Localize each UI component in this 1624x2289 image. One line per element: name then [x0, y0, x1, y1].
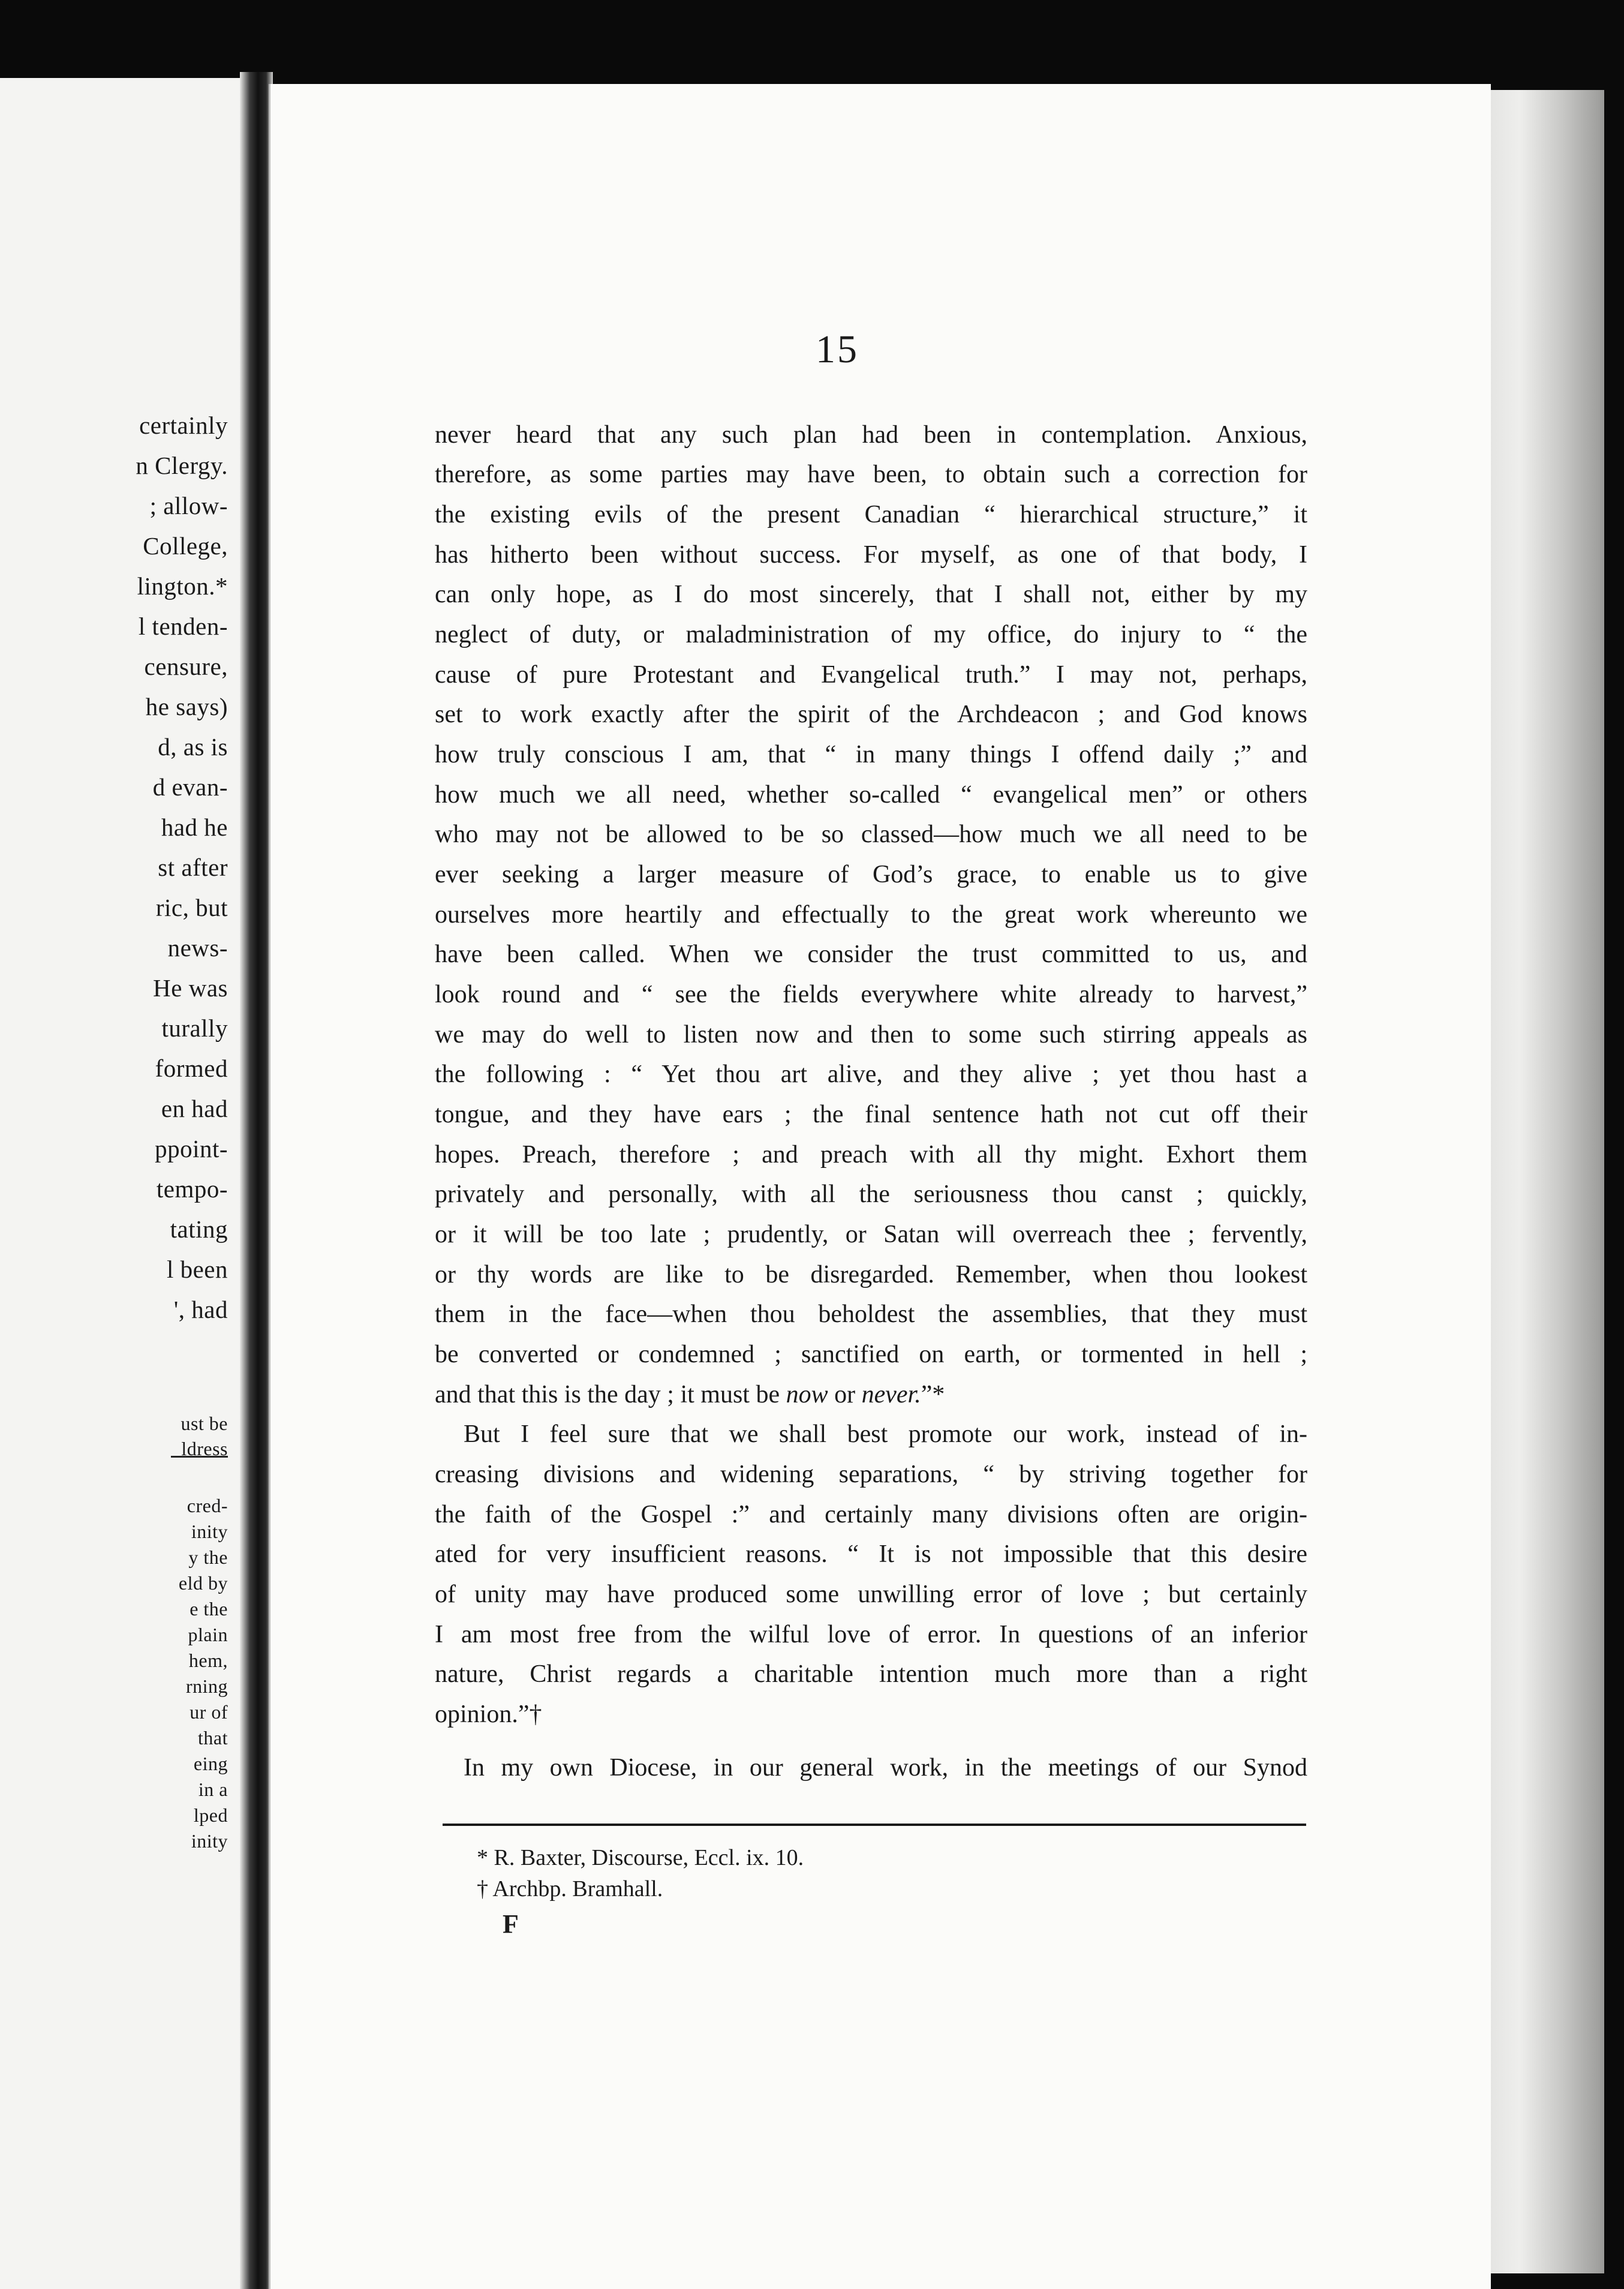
book-gutter: [240, 72, 273, 2289]
facing-note-line: rning: [185, 1675, 228, 1697]
text-line: who may not be allowed to be so classed—how much we all need to be: [435, 821, 1307, 848]
text-line: [435, 1377, 1307, 1413]
facing-line: ', had: [173, 1296, 228, 1323]
facing-note-line: cred-: [187, 1495, 228, 1516]
text-line: ourselves more heartily and effectually to the great work whereunto we: [435, 901, 1307, 929]
facing-note-line: plain: [188, 1624, 228, 1645]
facing-note-line: that: [198, 1727, 228, 1749]
text-line: the faith of the Gospel :” and certainly many divisions often are origin-: [435, 1501, 1307, 1528]
text-line: look round and “ see the fields everywhere white already to harvest,”: [435, 981, 1307, 1008]
emphasis-never: never.: [861, 1381, 921, 1408]
facing-note-line: ur of: [190, 1701, 228, 1723]
text-line: opinion.”†: [435, 1701, 542, 1728]
text-line: therefore, as some parties may have been, to obtain such a correction for: [435, 461, 1307, 488]
facing-note-line: ust be: [181, 1413, 228, 1434]
text-line: tongue, and they have ears ; the final sentence hath not cut off their: [435, 1101, 1307, 1128]
text-line: But I feel sure that we shall best promote our work, instead of in-: [464, 1420, 1307, 1448]
facing-line: d, as is: [158, 733, 228, 761]
facing-note-line: inity: [191, 1521, 228, 1542]
text-line: we may do well to listen now and then to some such stirring appeals as: [435, 1021, 1307, 1049]
facing-line: certainly: [139, 411, 228, 439]
facing-line: He was: [153, 974, 228, 1002]
text-line: never heard that any such plan had been in contemplation. Anxious,: [435, 421, 1307, 449]
text-line: how truly conscious I am, that “ in many things I offend daily ;” and: [435, 741, 1307, 768]
text-line: have been called. When we consider the trust committed to us, and: [435, 941, 1307, 968]
facing-note-line: in a: [198, 1779, 228, 1800]
text-line: hopes. Preach, therefore ; and preach with all thy might. Exhort them: [435, 1141, 1307, 1168]
facing-line: ; allow-: [149, 492, 228, 519]
text-line: the following : “ Yet thou art alive, and they alive ; yet thou hast a: [435, 1061, 1307, 1088]
facing-line: tempo-: [156, 1175, 228, 1203]
facing-line: turally: [161, 1014, 228, 1042]
text-line: or thy words are like to be disregarded. Remember, when thou lookest: [435, 1261, 1307, 1288]
facing-line: he says): [145, 693, 228, 720]
facing-line: College,: [143, 532, 228, 560]
facing-line: ric, but: [155, 894, 228, 921]
facing-note-line: eing: [193, 1753, 228, 1774]
signature-mark: F: [503, 1909, 519, 1939]
facing-line: en had: [161, 1095, 228, 1122]
facing-line: st after: [158, 854, 228, 881]
text-line: creasing divisions and widening separations, “ by striving together for: [435, 1461, 1307, 1488]
facing-note-line: inity: [191, 1830, 228, 1852]
text-fragment: and that this is the day ; it must be: [435, 1381, 786, 1408]
text-line: neglect of duty, or maladministration of my office, do injury to “ the: [435, 621, 1307, 648]
text-line: has hitherto been without success. For myself, as one of that body, I: [435, 541, 1307, 569]
text-line: ated for very insufficient reasons. “ It is not impossible that this desire: [435, 1540, 1307, 1568]
facing-line: l been: [166, 1255, 228, 1283]
text-line: I am most free from the wilful love of error. In questions of an inferior: [435, 1621, 1307, 1648]
text-line: privately and personally, with all the seriousness thou canst ; quickly,: [435, 1180, 1307, 1208]
facing-note-line: eld by: [178, 1572, 228, 1594]
text-line: them in the face—when thou beholdest the assemblies, that they must: [435, 1300, 1307, 1328]
footnote-rule: [443, 1824, 1306, 1826]
footnote: * R. Baxter, Discourse, Eccl. ix. 10.: [477, 1845, 804, 1870]
facing-line: d evan-: [152, 773, 228, 801]
facing-line: censure,: [144, 653, 228, 680]
page-number: 15: [816, 328, 859, 371]
text-line: In my own Diocese, in our general work, in the meetings of our Synod: [464, 1754, 1307, 1782]
emphasis-now: now: [786, 1381, 828, 1408]
facing-line: tating: [170, 1215, 228, 1243]
text-line: of unity may have produced some unwilling error of love ; but certainly: [435, 1581, 1307, 1608]
facing-note-line: lped: [193, 1804, 228, 1826]
text-fragment: or: [828, 1381, 862, 1408]
footnote: † Archbp. Bramhall.: [477, 1876, 663, 1902]
facing-note-line: e the: [190, 1598, 228, 1620]
text-line: or it will be too late ; prudently, or Satan will overreach thee ; fervently,: [435, 1221, 1307, 1248]
facing-line: lington.*: [137, 572, 228, 600]
text-line: can only hope, as I do most sincerely, that I shall not, either by my: [435, 581, 1307, 608]
text-line: be converted or condemned ; sanctified on earth, or tormented in hell ;: [435, 1341, 1307, 1368]
facing-line: n Clergy.: [136, 452, 228, 479]
text-line: ever seeking a larger measure of God’s grace, to enable us to give: [435, 861, 1307, 888]
facing-note-line: ldress: [181, 1438, 228, 1459]
text-line: cause of pure Protestant and Evangelical truth.” I may not, perhaps,: [435, 661, 1307, 689]
text-line: nature, Christ regards a charitable intention much more than a right: [435, 1660, 1307, 1688]
facing-line: had he: [161, 813, 228, 841]
facing-line: news-: [167, 934, 228, 962]
facing-page-left: [0, 78, 249, 2289]
text-line: how much we all need, whether so-called “ evangelical men” or others: [435, 781, 1307, 809]
facing-note-line: hem,: [188, 1650, 228, 1671]
text-fragment: ”*: [921, 1381, 945, 1408]
facing-line: l tenden-: [138, 612, 228, 640]
facing-line: formed: [155, 1055, 228, 1082]
facing-note-line: y the: [188, 1546, 228, 1568]
facing-line: ppoint-: [155, 1135, 228, 1162]
text-line: the existing evils of the present Canadian “ hierarchical structure,” it: [435, 501, 1307, 528]
text-line: set to work exactly after the spirit of the Archdeacon ; and God knows: [435, 701, 1307, 728]
